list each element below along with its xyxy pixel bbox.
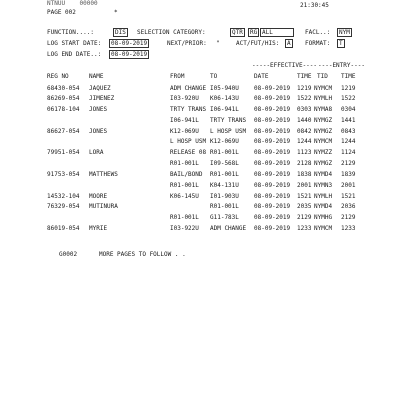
cell-from: R01-001L (170, 182, 199, 189)
cell-name: MOORE (89, 193, 108, 200)
cell-time: 0303 (297, 106, 312, 113)
cell-entry-time: 2129 (341, 160, 356, 167)
log-end-field[interactable]: 08-09-2019 (111, 51, 148, 58)
cell-name: LORA (89, 149, 104, 156)
cell-tid: NYMCM (314, 85, 333, 92)
act-fut-his-field[interactable]: A (287, 40, 291, 47)
cell-date: 08-09-2019 (254, 214, 291, 221)
cell-tid: NYMA8 (314, 106, 333, 113)
cell-to: ADM CHANGE (210, 225, 247, 232)
cell-entry-time: 1219 (341, 85, 356, 92)
col-reg-no: REG NO (47, 73, 69, 80)
cell-name: JAQUEZ (89, 85, 111, 92)
cell-to: R01-001L (210, 171, 239, 178)
cell-time: 0842 (297, 128, 312, 135)
cell-date: 08-09-2019 (254, 149, 291, 156)
cell-to: I05-940U (210, 85, 239, 92)
cell-from: RELEASE 08 (170, 149, 207, 156)
cell-tid: NYMHG (314, 214, 333, 221)
cell-to: K06-143U (210, 95, 239, 102)
cell-tid: NYMCM (314, 225, 333, 232)
cell-entry-time: 0843 (341, 128, 356, 135)
cell-reg-no: 06178-104 (47, 106, 80, 113)
cell-reg-no: 79951-054 (47, 149, 80, 156)
cell-entry-time: 1839 (341, 171, 356, 178)
cell-reg-no: 91753-054 (47, 171, 80, 178)
cell-tid: NYMGZ (314, 128, 333, 135)
cell-date: 08-09-2019 (254, 160, 291, 167)
cell-name: JONES (89, 128, 108, 135)
cell-time: 1123 (297, 149, 312, 156)
cell-date: 08-09-2019 (254, 85, 291, 92)
cell-from: I06-941L (170, 117, 199, 124)
cell-tid: NYMLH (314, 95, 333, 102)
cell-entry-time: 2036 (341, 203, 356, 210)
format-label: FORMAT: (305, 40, 331, 47)
cell-time: 1219 (297, 85, 312, 92)
cell-reg-no: 76329-054 (47, 203, 80, 210)
cell-to: TRTY TRANS (210, 117, 247, 124)
cell-date: 08-09-2019 (254, 117, 291, 124)
col-entry-time: TIME (341, 73, 356, 80)
cell-to: I06-941L (210, 106, 239, 113)
cell-from: I03-922U (170, 225, 199, 232)
cell-date: 08-09-2019 (254, 95, 291, 102)
act-fut-his-label: ACT/FUT/HIS: (236, 40, 280, 47)
facl-field[interactable]: NYM (339, 29, 350, 36)
cell-from: K06-145U (170, 193, 199, 200)
format-field[interactable]: T (339, 40, 343, 47)
cell-tid: NYMGZ (314, 160, 333, 167)
cell-entry-time: 1233 (341, 225, 356, 232)
selection-category-label: SELECTION CATEGORY: (137, 29, 206, 36)
cell-date: 08-09-2019 (254, 193, 291, 200)
cell-time: 1233 (297, 225, 312, 232)
effective-group-label: -----EFFECTIVE---- (252, 62, 318, 69)
cell-from: BAIL/BOND (170, 171, 203, 178)
next-prior-label: NEXT/PRIOR: (167, 40, 207, 47)
cell-name: JONES (89, 106, 108, 113)
cell-reg-no: 86269-054 (47, 95, 80, 102)
cell-to: K12-069U (210, 138, 239, 145)
cell-from: R01-001L (170, 214, 199, 221)
header-top-fragment: NTNUU 00000 (47, 0, 98, 7)
cell-date: 08-09-2019 (254, 106, 291, 113)
cell-name: JIMENEZ (89, 95, 115, 102)
cell-time: 2129 (297, 214, 312, 221)
cell-tid: NYMD4 (314, 171, 333, 178)
col-time: TIME (297, 73, 312, 80)
cell-to: G11-783L (210, 214, 239, 221)
function-label: FUNCTION....: (47, 29, 94, 36)
cell-entry-time: 1522 (341, 95, 356, 102)
cell-from: L HOSP USM (170, 138, 207, 145)
cell-entry-time: 2129 (341, 214, 356, 221)
cell-time: 2128 (297, 160, 312, 167)
log-start-field[interactable]: 08-09-2019 (111, 40, 148, 47)
selection-category-field-3[interactable]: ALL (260, 28, 294, 37)
col-date: DATE (254, 73, 269, 80)
cell-to: R01-001L (210, 203, 239, 210)
cell-time: 1521 (297, 193, 312, 200)
cell-name: MUTINURA (89, 203, 118, 210)
header-page: PAGE 002 (47, 9, 76, 16)
function-field[interactable]: DIS (115, 29, 126, 36)
cell-to: L HOSP USM (210, 128, 247, 135)
cell-time: 1522 (297, 95, 312, 102)
cell-from: R01-001L (170, 160, 199, 167)
selection-category-field-2[interactable]: RG (250, 29, 258, 36)
cell-tid: NYMD4 (314, 203, 333, 210)
cell-name: MYRIE (89, 225, 108, 232)
cell-time: 1440 (297, 117, 312, 124)
cell-name: MATTHEWS (89, 171, 118, 178)
cell-reg-no: 14532-104 (47, 193, 80, 200)
cell-tid: NYMLH (314, 193, 333, 200)
col-name: NAME (89, 73, 104, 80)
footer-message: MORE PAGES TO FOLLOW . . (99, 251, 186, 258)
cell-date: 08-09-2019 (254, 171, 291, 178)
log-start-label: LOG START DATE: (47, 40, 102, 47)
cell-date: 08-09-2019 (254, 128, 291, 135)
col-tid: TID (317, 73, 328, 80)
cell-entry-time: 1244 (341, 138, 356, 145)
cell-entry-time: 1441 (341, 117, 356, 124)
cell-time: 1838 (297, 171, 312, 178)
cell-tid: NYMGZ (314, 117, 333, 124)
col-to: TO (210, 73, 218, 80)
cell-reg-no: 86019-054 (47, 225, 80, 232)
header-time: 21:30:45 (300, 2, 329, 9)
cell-tid: NYMZZ (314, 149, 333, 156)
cell-tid: NYMN3 (314, 182, 333, 189)
header-star: * (114, 9, 118, 16)
cell-from: TRTY TRANS (170, 106, 207, 113)
cell-from: K12-069U (170, 128, 199, 135)
cell-reg-no: 86627-054 (47, 128, 80, 135)
footer-code: G0002 (59, 251, 78, 258)
cell-to: K04-131U (210, 182, 239, 189)
cell-date: 08-09-2019 (254, 203, 291, 210)
facl-label: FACL..: (305, 29, 331, 36)
cell-to: I01-903U (210, 193, 239, 200)
cell-date: 08-09-2019 (254, 225, 291, 232)
cell-entry-time: 1521 (341, 193, 356, 200)
cell-entry-time: 2001 (341, 182, 356, 189)
cell-tid: NYMCM (314, 138, 333, 145)
entry-group-label: ----ENTRY---- (318, 62, 365, 69)
log-end-label: LOG END DATE..: (47, 51, 102, 58)
cell-date: 08-09-2019 (254, 138, 291, 145)
cell-reg-no: 68430-054 (47, 85, 80, 92)
cell-entry-time: 0304 (341, 106, 356, 113)
cell-time: 2035 (297, 203, 312, 210)
col-from: FROM (170, 73, 185, 80)
next-prior-field[interactable]: " (216, 40, 220, 47)
cell-from: ADM CHANGE (170, 85, 207, 92)
cell-time: 2001 (297, 182, 312, 189)
cell-to: I09-568L (210, 160, 239, 167)
cell-from: I03-920U (170, 95, 199, 102)
cell-date: 08-09-2019 (254, 182, 291, 189)
cell-time: 1244 (297, 138, 312, 145)
cell-to: R01-001L (210, 149, 239, 156)
selection-category-field-1[interactable]: QTR (232, 29, 243, 36)
cell-entry-time: 1124 (341, 149, 356, 156)
